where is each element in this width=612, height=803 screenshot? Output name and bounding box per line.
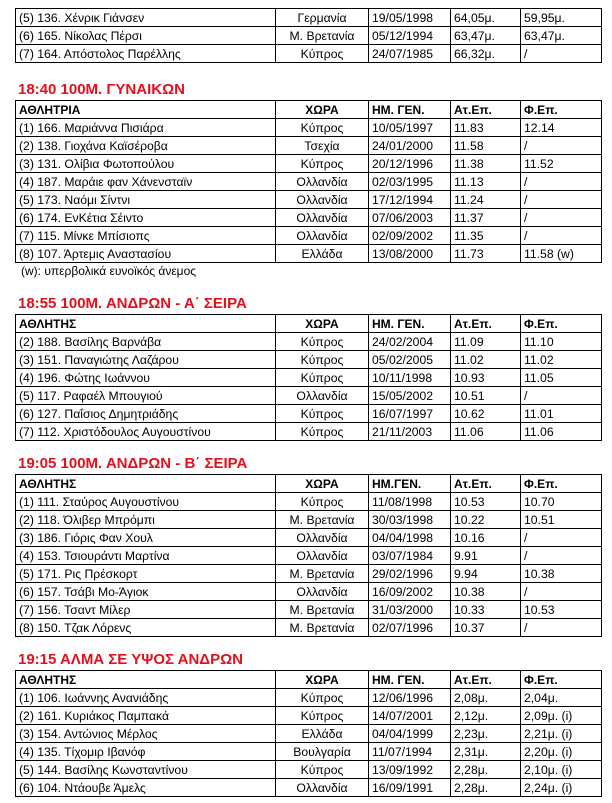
athlete-cell: (4) 135. Τίχομιρ Ιβανόφ [16,743,276,761]
country-cell: Κύπρος [276,707,369,725]
country-cell: Μ. Βρετανία [276,565,369,583]
athlete-cell: (1) 111. Σταύρος Αυγουστίνου [16,493,276,511]
country-cell: Μ. Βρετανία [276,511,369,529]
personal-best-cell: / [521,547,602,565]
personal-best-cell: 11.05 [521,369,602,387]
season-best-cell: 10.22 [451,511,521,529]
birth-date-cell: 16/09/2002 [369,583,451,601]
athlete-cell: (8) 107. Άρτεμις Αναστασίου [16,245,276,263]
season-best-cell: 11.83 [451,119,521,137]
personal-best-cell: / [521,173,602,191]
table-row [16,387,602,405]
birth-date-cell: 20/12/1996 [369,155,451,173]
personal-best-cell: 10.70 [521,493,602,511]
column-header: ΧΩΡΑ [276,475,369,493]
column-header: Ατ.Επ. [451,475,521,493]
birth-date-cell: 21/11/2003 [369,423,451,441]
table-row [16,779,602,797]
birth-date-cell: 13/09/1992 [369,761,451,779]
birth-date-cell: 10/11/1998 [369,369,451,387]
personal-best-cell: 11.01 [521,405,602,423]
column-header: ΗΜ. ΓΕΝ. [369,671,451,689]
country-cell: Κύπρος [276,405,369,423]
country-cell: Κύπρος [276,351,369,369]
wind-note: (w): υπερβολικά ευνοϊκός άνεμος [21,264,197,278]
country-cell: Ολλανδία [276,779,369,797]
country-cell: Κύπρος [276,689,369,707]
column-header: Φ.Επ. [521,475,602,493]
results-table [15,474,602,637]
personal-best-cell: 10.51 [521,511,602,529]
athlete-cell: (2) 161. Κυριάκος Παμπακά [16,707,276,725]
table-header-row [16,475,602,493]
column-header: Ατ.Επ. [451,671,521,689]
table-header-row [16,101,602,119]
column-header: ΑΘΛΗΤΡΙΑ [16,101,276,119]
table-row [16,761,602,779]
birth-date-cell: 31/03/2000 [369,601,451,619]
athlete-cell: (7) 164. Απόστολος Παρέλλης [16,45,276,63]
season-best-cell: 2,23μ. [451,725,521,743]
country-cell: Μ. Βρετανία [276,601,369,619]
season-best-cell: 11.06 [451,423,521,441]
season-best-cell: 11.35 [451,227,521,245]
personal-best-cell: / [521,387,602,405]
athlete-cell: (6) 104. Ντάουβε Άμελς [16,779,276,797]
season-best-cell: 2,28μ. [451,761,521,779]
athlete-cell: (5) 173. Ναόμι Σίντνι [16,191,276,209]
column-header: ΧΩΡΑ [276,101,369,119]
season-best-cell: 10.53 [451,493,521,511]
country-cell: Κύπρος [276,423,369,441]
season-best-cell: 10.38 [451,583,521,601]
season-best-cell: 9.94 [451,565,521,583]
athlete-cell: (3) 186. Γιόρις Φαν Χουλ [16,529,276,547]
country-cell: Ελλάδα [276,725,369,743]
country-cell: Μ. Βρετανία [276,619,369,637]
athlete-cell: (5) 144. Βασίλης Κωνσταντίνου [16,761,276,779]
table-row [16,707,602,725]
column-header: Ατ.Επ. [451,101,521,119]
table-row [16,601,602,619]
personal-best-cell: / [521,137,602,155]
athlete-cell: (4) 187. Μαράιε φαν Χάνενσταϊν [16,173,276,191]
table-row [16,227,602,245]
season-best-cell: 11.24 [451,191,521,209]
season-best-cell: 2,28μ. [451,779,521,797]
section-100m-women [15,80,601,279]
birth-date-cell: 14/07/2001 [369,707,451,725]
season-best-cell: 10.33 [451,601,521,619]
birth-date-cell: 24/07/1985 [369,45,451,63]
table-row [16,155,602,173]
table-row [16,493,602,511]
section-title: 18:40 100Μ. ΓΥΝΑΙΚΩΝ [18,81,185,98]
country-cell: Κύπρος [276,119,369,137]
section-title: 18:55 100Μ. ΑΝΔΡΩΝ - Α΄ ΣΕΙΡΑ [18,295,247,312]
personal-best-cell: / [521,619,602,637]
personal-best-cell: 59,95μ. [521,9,602,27]
birth-date-cell: 24/01/2000 [369,137,451,155]
table-row [16,45,602,63]
athlete-cell: (4) 196. Φώτης Ιωάννου [16,369,276,387]
column-header: Φ.Επ. [521,315,602,333]
athlete-cell: (5) 117. Ραφαέλ Μπουγιού [16,387,276,405]
athlete-cell: (3) 131. Ολίβια Φωτοπούλου [16,155,276,173]
section-title: 19:05 100Μ. ΑΝΔΡΩΝ - Β΄ ΣΕΙΡΑ [18,455,248,472]
athlete-cell: (5) 136. Χένρικ Γιάνσεν [16,9,276,27]
birth-date-cell: 24/02/2004 [369,333,451,351]
athlete-cell: (7) 115. Μίνκε Μπίσιοπς [16,227,276,245]
season-best-cell: 66,32μ. [451,45,521,63]
birth-date-cell: 16/07/1997 [369,405,451,423]
personal-best-cell: / [521,45,602,63]
country-cell: Μ. Βρετανία [276,27,369,45]
personal-best-cell: 11.02 [521,351,602,369]
country-cell: Κύπρος [276,155,369,173]
section-100m-men-heat-b [15,454,601,637]
personal-best-cell: 2,04μ. [521,689,602,707]
table-row [16,369,602,387]
column-header: Φ.Επ. [521,101,602,119]
personal-best-cell: 63,47μ. [521,27,602,45]
country-cell: Βουλγαρία [276,743,369,761]
section-title: 19:15 ΑΛΜΑ ΣΕ ΥΨΟΣ ΑΝΔΡΩΝ [18,651,243,668]
athlete-cell: (6) 127. Παΐσιος Δημητριάδης [16,405,276,423]
personal-best-cell: 11.58 (w) [521,245,602,263]
season-best-cell: 9.91 [451,547,521,565]
results-table [15,100,602,263]
column-header: Φ.Επ. [521,671,602,689]
table-row [16,119,602,137]
athlete-cell: (5) 171. Ρις Πρέσκορτ [16,565,276,583]
personal-best-cell: / [521,583,602,601]
country-cell: Ολλανδία [276,227,369,245]
birth-date-cell: 12/06/1996 [369,689,451,707]
personal-best-cell: 2,21μ. (i) [521,725,602,743]
country-cell: Ολλανδία [276,173,369,191]
table-row [16,583,602,601]
birth-date-cell: 30/03/1998 [369,511,451,529]
section-high-jump-men [15,650,601,797]
birth-date-cell: 05/02/2005 [369,351,451,369]
country-cell: Ολλανδία [276,583,369,601]
birth-date-cell: 15/05/2002 [369,387,451,405]
season-best-cell: 11.58 [451,137,521,155]
table-row [16,619,602,637]
results-table [15,8,602,63]
birth-date-cell: 07/06/2003 [369,209,451,227]
birth-date-cell: 02/09/2002 [369,227,451,245]
personal-best-cell: 10.38 [521,565,602,583]
athlete-cell: (1) 166. Μαριάννα Πισιάρα [16,119,276,137]
athlete-cell: (4) 153. Τσιουράντι Μαρτίνα [16,547,276,565]
results-table [15,670,602,797]
birth-date-cell: 05/12/1994 [369,27,451,45]
athlete-cell: (2) 138. Γιοχάνα Καϊσέροβα [16,137,276,155]
season-best-cell: 10.93 [451,369,521,387]
column-header: Ατ.Επ. [451,315,521,333]
country-cell: Ολλανδία [276,191,369,209]
column-header: ΧΩΡΑ [276,671,369,689]
table-row [16,191,602,209]
country-cell: Κύπρος [276,45,369,63]
country-cell: Ολλανδία [276,529,369,547]
table-row [16,209,602,227]
season-best-cell: 11.37 [451,209,521,227]
table-row [16,565,602,583]
table-row [16,137,602,155]
personal-best-cell: 11.52 [521,155,602,173]
table-row [16,511,602,529]
country-cell: Γερμανία [276,9,369,27]
athlete-cell: (6) 165. Νίκολας Πέρσι [16,27,276,45]
season-best-cell: 11.73 [451,245,521,263]
column-header: ΗΜ. ΓΕΝ. [369,101,451,119]
season-best-cell: 11.02 [451,351,521,369]
table-header-row [16,671,602,689]
athlete-cell: (6) 174. ΕνΚέτια Σέιντο [16,209,276,227]
personal-best-cell: 2,10μ. (i) [521,761,602,779]
table-row [16,27,602,45]
table-row [16,9,602,27]
personal-best-cell: / [521,209,602,227]
table-row [16,725,602,743]
birth-date-cell: 17/12/1994 [369,191,451,209]
athlete-cell: (1) 106. Ιωάννης Ανανιάδης [16,689,276,707]
birth-date-cell: 02/03/1995 [369,173,451,191]
table-row [16,547,602,565]
country-cell: Τσεχία [276,137,369,155]
personal-best-cell: / [521,191,602,209]
country-cell: Ολλανδία [276,547,369,565]
table-row [16,423,602,441]
birth-date-cell: 10/05/1997 [369,119,451,137]
column-header: ΑΘΛΗΤΗΣ [16,475,276,493]
country-cell: Ελλάδα [276,245,369,263]
table-row [16,351,602,369]
season-best-cell: 10.16 [451,529,521,547]
personal-best-cell: 11.10 [521,333,602,351]
country-cell: Κύπρος [276,761,369,779]
athlete-cell: (3) 151. Παναγιώτης Λαζάρου [16,351,276,369]
season-best-cell: 10.51 [451,387,521,405]
athlete-cell: (7) 112. Χριστόδουλος Αυγουστίνου [16,423,276,441]
season-best-cell: 11.38 [451,155,521,173]
table-row [16,173,602,191]
column-header: ΗΜ.ΓΕΝ. [369,475,451,493]
personal-best-cell: 11.06 [521,423,602,441]
table-row [16,529,602,547]
season-best-cell: 11.13 [451,173,521,191]
country-cell: Κύπρος [276,333,369,351]
column-header: ΑΘΛΗΤΗΣ [16,315,276,333]
birth-date-cell: 04/04/1998 [369,529,451,547]
athlete-cell: (2) 118. Όλιβερ Μπρόμπι [16,511,276,529]
season-best-cell: 11.09 [451,333,521,351]
table-row [16,405,602,423]
season-best-cell: 2,12μ. [451,707,521,725]
personal-best-cell: 2,09μ. (i) [521,707,602,725]
birth-date-cell: 16/09/1991 [369,779,451,797]
birth-date-cell: 11/08/1998 [369,493,451,511]
table-row [16,743,602,761]
athlete-cell: (8) 150. Τζακ Λόρενς [16,619,276,637]
birth-date-cell: 13/08/2000 [369,245,451,263]
season-best-cell: 63,47μ. [451,27,521,45]
birth-date-cell: 29/02/1996 [369,565,451,583]
season-best-cell: 10.37 [451,619,521,637]
personal-best-cell: 10.53 [521,601,602,619]
season-best-cell: 2,31μ. [451,743,521,761]
season-best-cell: 2,08μ. [451,689,521,707]
column-header: ΑΘΛΗΤΗΣ [16,671,276,689]
personal-best-cell: 2,20μ. (i) [521,743,602,761]
birth-date-cell: 03/07/1984 [369,547,451,565]
birth-date-cell: 19/05/1998 [369,9,451,27]
season-best-cell: 10.62 [451,405,521,423]
birth-date-cell: 04/04/1999 [369,725,451,743]
athlete-cell: (6) 157. Τσάβι Μο-Άγιοκ [16,583,276,601]
country-cell: Ολλανδία [276,387,369,405]
section-discus-continued [15,8,601,63]
country-cell: Ολλανδία [276,209,369,227]
birth-date-cell: 02/07/1996 [369,619,451,637]
table-header-row [16,315,602,333]
personal-best-cell: 2,24μ. (i) [521,779,602,797]
table-row [16,333,602,351]
column-header: ΧΩΡΑ [276,315,369,333]
table-row [16,245,602,263]
country-cell: Κύπρος [276,369,369,387]
birth-date-cell: 11/07/1994 [369,743,451,761]
column-header: ΗΜ. ΓΕΝ. [369,315,451,333]
athlete-cell: (2) 188. Βασίλης Βαρνάβα [16,333,276,351]
section-100m-men-heat-a [15,294,601,441]
personal-best-cell: / [521,529,602,547]
personal-best-cell: / [521,227,602,245]
athlete-cell: (3) 154. Αντώνιος Μέρλος [16,725,276,743]
athlete-cell: (7) 156. Τσαντ Μίλερ [16,601,276,619]
country-cell: Κύπρος [276,493,369,511]
season-best-cell: 64,05μ. [451,9,521,27]
results-table [15,314,602,441]
personal-best-cell: 12.14 [521,119,602,137]
table-row [16,689,602,707]
